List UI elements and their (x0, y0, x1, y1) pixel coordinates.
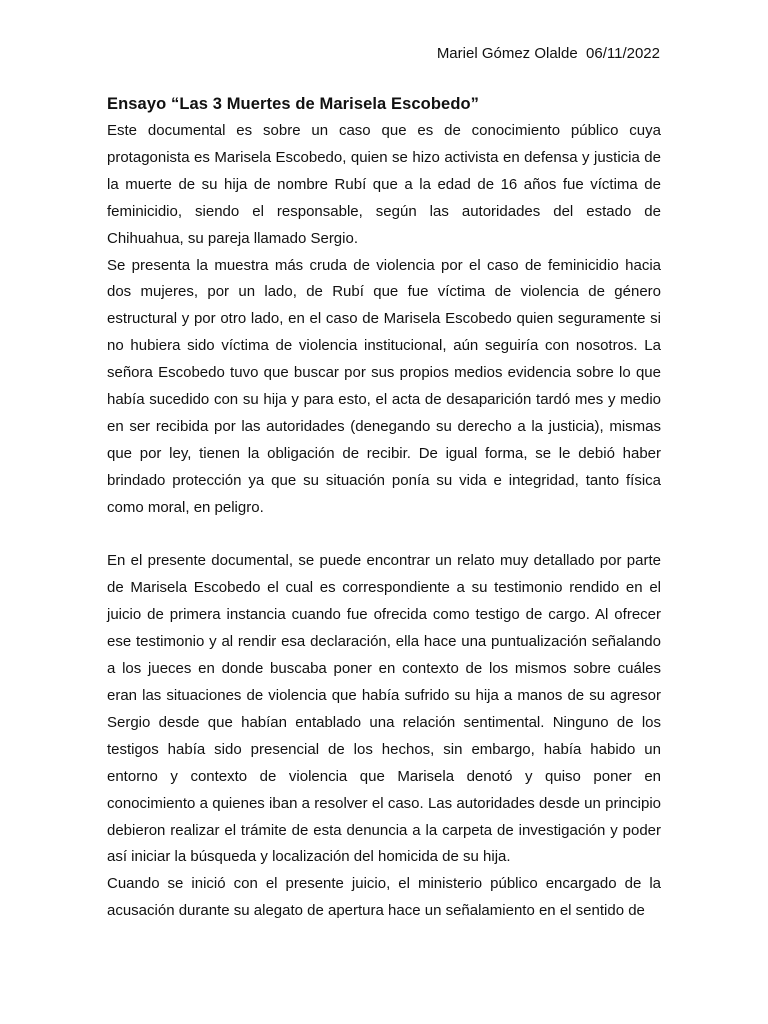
paragraph-gap (107, 522, 661, 549)
paragraph-2: Se presenta la muestra más cruda de violencia por el caso de feminicidio hacia dos mujeres, por un lado, de Rubí que fue víctima de violencia de género estructural y por otro lado, en el caso de Marisela Escobedo quien seguramente si no hubiera sido víctima de violencia institucional, aún seguiría con nosotros. La señora Escobedo tuvo que buscar por sus propios medios evidencia sobre lo que había sucedido con su hija y para esto, el acta de desaparición tardó mes y medio en ser recibida por las autoridades (denegando su derecho a la justicia), mismas que por ley, tienen la obligación de recibir. De igual forma, se le debió haber brindado protección ya que su situación ponía su vida e integridad, tanto física como moral, en peligro. (107, 256, 661, 516)
paragraph-1: Este documental es sobre un caso que es de conocimiento público cuya protagonista es Marisela Escobedo, quien se hizo activista en defensa y justicia de la muerte de su hija de nombre Rubí que a la edad de 16 años fue víctima de feminicidio, siendo el responsable, según las autoridades del estado de Chihuahua, su pareja llamado Sergio. (107, 122, 661, 247)
document-body (107, 92, 661, 925)
paragraph-4: Cuando se inició con el presente juicio, el ministerio público encargado de la acusación durante su alegato de apertura hace un señalamiento en el sentido de (107, 875, 661, 920)
paragraph-3: En el presente documental, se puede encontrar un relato muy detallado por parte de Marisela Escobedo el cual es correspondiente a su testimonio rendido en el juicio de primera instancia cuando fue ofrecida como testigo de cargo. Al ofrecer ese testimonio y al rendir esa declaración, ella hace una puntualización señalando a los jueces en donde buscaba poner en contexto de los mismos sobre cuáles eran las situaciones de violencia que había sufrido su hija a manos de su agresor Sergio desde que habían entablado una relación sentimental. Ninguno de los testigos había sido presencial de los hechos, sin embargo, había habido un entorno y contexto de violencia que Marisela denotó y quiso poner en conocimiento a quienes iban a resolver el caso. Las autoridades desde un principio debieron realizar el trámite de esta denuncia a la carpeta de investigación y poder así iniciar la búsqueda y localización del homicida de su hija. (107, 552, 661, 866)
author-date-header: Mariel Gómez Olalde 06/11/2022 (436, 45, 660, 62)
document-title: Ensayo “Las 3 Muertes de Marisela Escobedo” (107, 95, 480, 113)
